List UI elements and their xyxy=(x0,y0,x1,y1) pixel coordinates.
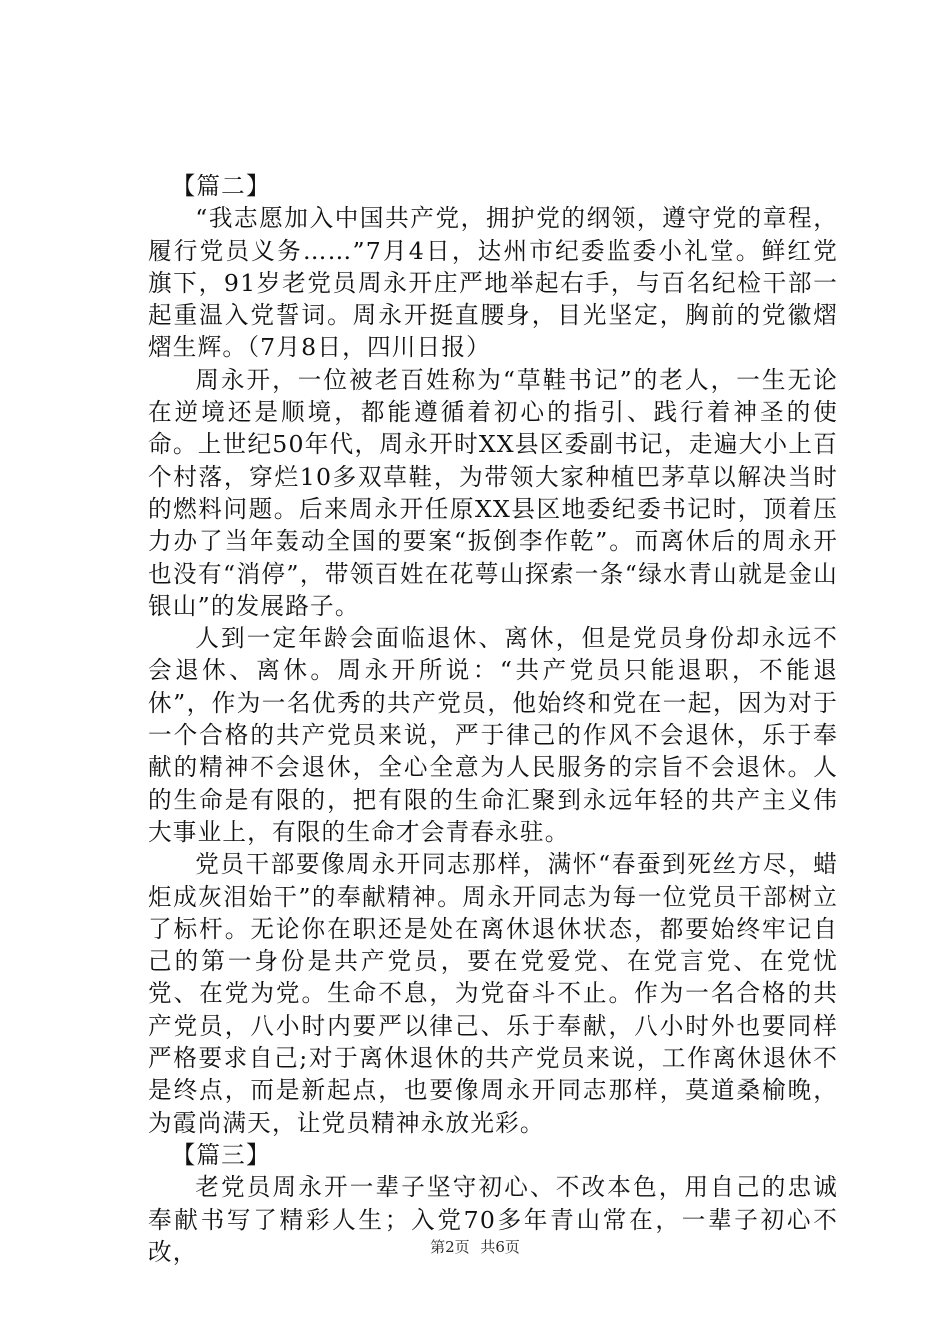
section-heading: 【篇三】 xyxy=(171,1140,271,1169)
body-paragraph: “我志愿加入中国共产党，拥护党的纲领，遵守党的章程，履行党员义务……”7月4日，达州市纪委监委小礼堂。鲜红党旗下，91岁老党员周永开庄严地举起右手，与百名纪检干部一起重温入党誓词。周永开挺直腰身，目光坚定，胸前的党徽熠熠生辉。（7月8日，四川日报） xyxy=(148,204,838,362)
document-body xyxy=(148,170,838,1268)
page-footer xyxy=(0,1237,950,1257)
section-heading: 【篇二】 xyxy=(171,172,271,200)
body-paragraph: 老党员周永开一辈子坚守初心、不改本色，用自己的忠诚奉献书写了精彩人生；入党70多年青山常在，一辈子初心不改， xyxy=(148,1173,838,1266)
body-paragraph: 党员干部要像周永开同志那样，满怀“春蚕到死丝方尽，蜡炬成灰泪始干”的奉献精神。周永开同志为每一位党员干部树立了标杆。无论你在职还是处在离休退休状态，都要始终牢记自己的第一身份是共产党员，要在党爱党、在党言党、在党忧党、在党为党。生命不息，为党奋斗不止。作为一名合格的共产党员，八小时内要严以律己、乐于奉献，八小时外也要同样严格要求自己;对于离休退休的共产党员来说，工作离休退休不是终点，而是新起点，也要像周永开同志那样，莫道桑榆晚，为霞尚满天，让党员精神永放光彩。 xyxy=(148,850,838,1137)
page-total: 共6页 xyxy=(480,1238,520,1256)
body-paragraph: 人到一定年龄会面临退休、离休，但是党员身份却永远不会退休、离休。周永开所说：“共产党员只能退职，不能退休”，作为一名优秀的共产党员，他始终和党在一起，因为对于一个合格的共产党员来说，严于律己的作风不会退休，乐于奉献的精神不会退休，全心全意为人民服务的宗旨不会退休。人的生命是有限的，把有限的生命汇聚到永远年轻的共产主义伟大事业上，有限的生命才会青春永驻。 xyxy=(148,624,838,846)
body-paragraph: 周永开，一位被老百姓称为“草鞋书记”的老人，一生无论在逆境还是顺境，都能遵循着初心的指引、践行着神圣的使命。上世纪50年代，周永开时XX县区委副书记，走遍大小上百个村落，穿烂10多双草鞋，为带领大家种植巴茅草以解决当时的燃料问题。后来周永开任原XX县区地委纪委书记时，顶着压力办了当年轰动全国的要案“扳倒李作乾”。而离休后的周永开也没有“消停”，带领百姓在花萼山探索一条“绿水青山就是金山银山”的发展路子。 xyxy=(148,365,838,620)
page-number: 第2页 xyxy=(430,1238,470,1256)
